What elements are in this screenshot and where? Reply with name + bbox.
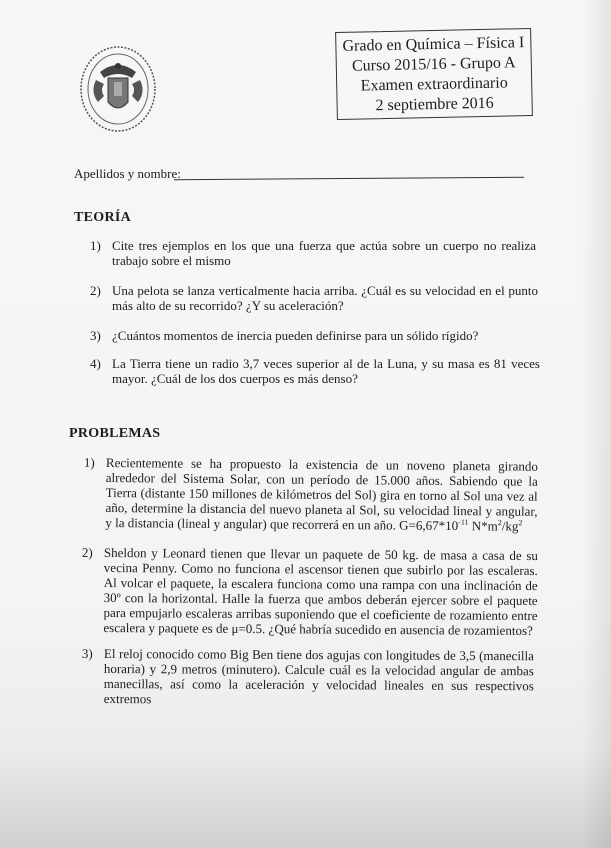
university-seal-logo bbox=[78, 44, 158, 134]
exam-date: 2 septiembre 2016 bbox=[375, 94, 494, 115]
degree-title: Grado en Química – Física I bbox=[342, 34, 525, 55]
question-number: 1) bbox=[90, 238, 101, 253]
problem-text: Sheldon y Leonard tienen que llevar un paquete de 50 kg. de masa a casa de su vecina Penny. Como no funciona el ascensor tienen que subirlo por las escaleras. Al volcar el paquete, la escalera funciona como una rampa con una inclinación de 30º con la horizontal. Halle la fuerza que ambos deberán ejercer sobre el paquete para empujarlo escaleras arribas suponiendo que el coeficiente de rozamiento entre escalera y paquete es de μ=0.5. ¿Qué habría sucedido en ausencia de rozamientos? bbox=[103, 545, 538, 638]
question-text: Una pelota se lanza verticalmente hacia arriba. ¿Cuál es su velocidad en el punto más alto de su recorrido? ¿Y su aceleración? bbox=[112, 283, 538, 313]
problem-text: El reloj conocido como Big Ben tiene dos agujas con longitudes de 3,5 (manecilla horaria) y 2,9 metros (minutero). Calcule cuál es la velocidad angular de ambas manecillas, así como la aceleración y velocidad lineales en sus respectivos extremos bbox=[103, 646, 534, 707]
problem-number: 3) bbox=[81, 645, 93, 661]
course-header-box bbox=[335, 28, 533, 120]
section-title-problemas: PROBLEMAS bbox=[69, 426, 161, 441]
page-edge-shadow bbox=[581, 0, 611, 848]
problem bbox=[81, 645, 534, 708]
name-underline bbox=[174, 177, 524, 180]
name-label: Apellidos y nombre: bbox=[74, 166, 181, 181]
exam-type: Examen extraordinario bbox=[360, 74, 508, 95]
section-title-teoria: TEORÍA bbox=[74, 210, 132, 225]
problem-number: 1) bbox=[83, 454, 95, 470]
question-number: 2) bbox=[90, 283, 101, 298]
problem bbox=[83, 454, 538, 534]
problem-number: 2) bbox=[81, 544, 93, 560]
theory-question bbox=[90, 238, 536, 268]
question-text: ¿Cuántos momentos de inercia pueden definirse para un sólido rígido? bbox=[112, 328, 479, 343]
theory-question bbox=[90, 328, 542, 343]
question-text: La Tierra tiene un radio 3,7 veces superior al de la Luna, y su masa es 81 veces mayor. ¿Cuál de los dos cuerpos es más denso? bbox=[112, 356, 540, 386]
question-text: Cite tres ejemplos en los que una fuerza que actúa sobre un cuerpo no realiza trabajo sobre el mismo bbox=[112, 238, 536, 268]
theory-question bbox=[90, 356, 540, 386]
problem-text: Recientemente se ha propuesto la existencia de un noveno planeta girando alrededor del Sistema Solar, con un período de 15.000 años. Sabiendo que la Tierra (distante 150 millones de kilómetros del Sol) gira en torno al Sol una vez al año, determine la distancia del nuevo planeta al Sol, su velocidad lineal y angular, y la distancia (lineal y angular) que recorrerá en un año. $G=6,67*10^{-11}$ $N*m^2/kg^2$ bbox=[105, 455, 538, 534]
theory-question bbox=[90, 283, 538, 313]
question-number: 4) bbox=[90, 356, 101, 371]
problem bbox=[81, 544, 538, 638]
question-number: 3) bbox=[90, 328, 101, 343]
course-year: Curso 2015/16 - Grupo A bbox=[351, 54, 516, 75]
